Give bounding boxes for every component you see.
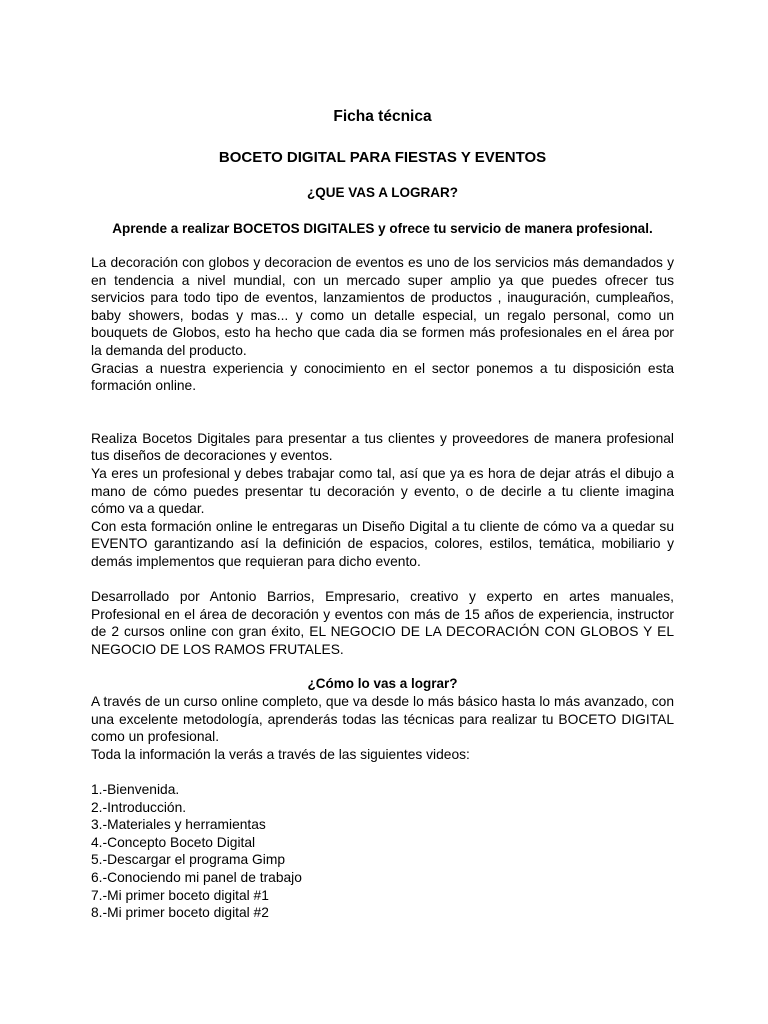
paragraph-digital-sketches: Realiza Bocetos Digitales para presentar a tus clientes y proveedores de manera profesional tus diseños de decoraciones y eventos.: [91, 430, 674, 464]
list-item: 5.-Descargar el programa Gimp: [91, 852, 285, 868]
how-heading: ¿Cómo lo vas a lograr?: [307, 676, 458, 692]
course-title: BOCETO DIGITAL PARA FIESTAS Y EVENTOS: [218, 149, 547, 166]
question-heading: ¿QUE VAS A LOGRAR?: [307, 185, 458, 200]
document-title: Ficha técnica: [333, 108, 432, 125]
paragraph-offer: Gracias a nuestra experiencia y conocimiento en el sector ponemos a tu disposición esta formación online.: [91, 360, 674, 394]
list-item: 6.-Conociendo mi panel de trabajo: [91, 870, 302, 885]
lead-text: Aprende a realizar BOCETOS DIGITALES y ofrece tu servicio de manera profesional.: [112, 220, 653, 236]
list-item: 1.-Bienvenida.: [91, 782, 180, 798]
document-page: [91, 108, 674, 922]
paragraph-intro: La decoración con globos y decoracion de eventos es uno de los servicios más demandados y en tendencia a nivel mundial, con un mercado super amplio ya que puedes ofrecer tus servicios para todo tipo de eventos, lanzamientos de productos , inauguración, cumpleaños, baby showers, bodas y mas... y como un detalle especial, un regalo personal, como un bouquets de Globos, esto ha hecho que cada dia se formen más profesionales en el área por la demanda del producto.: [91, 255, 674, 358]
paragraph-method: A través de un curso online completo, que va desde lo más básico hasta lo más avanzado, con una excelente metodología, aprenderás todas las técnicas para realizar tu BOCETO DIGITAL como un profesional.: [91, 694, 674, 745]
video-list: [91, 781, 674, 922]
list-item: 4.-Concepto Boceto Digital: [91, 834, 256, 850]
list-item: 2.-Introducción.: [91, 799, 187, 815]
paragraph-professional: Ya eres un profesional y debes trabajar como tal, así que ya es hora de dejar atrás el dibujo a mano de cómo puedes presentar tu decoración y evento, o de decirle a tu cliente imagina cómo va a quedar.: [91, 465, 674, 517]
list-item: 7.-Mi primer boceto digital #1: [91, 887, 269, 903]
paragraph-videos-intro: Toda la información la verás a través de las siguientes videos:: [91, 746, 470, 762]
list-item: 3.-Materiales y herramientas: [91, 817, 266, 833]
paragraph-delivery: Con esta formación online le entregaras un Diseño Digital a tu cliente de cómo va a quedar su EVENTO garantizando así la definición de espacios, colores, estilos, temática, mobiliario y demás implementos que requieran para dicho evento.: [91, 518, 674, 569]
list-item: 8.-Mi primer boceto digital #2: [91, 905, 269, 921]
paragraph-author: Desarrollado por Antonio Barrios, Empresario, creativo y experto en artes manuales, Profesional en el área de decoración y eventos con más de 15 años de experiencia, instructor de 2 cursos online con gran éxito, EL NEGOCIO DE LA DECORACIÓN CON GLOBOS Y EL NEGOCIO DE LOS RAMOS FRUTALES.: [91, 589, 674, 657]
